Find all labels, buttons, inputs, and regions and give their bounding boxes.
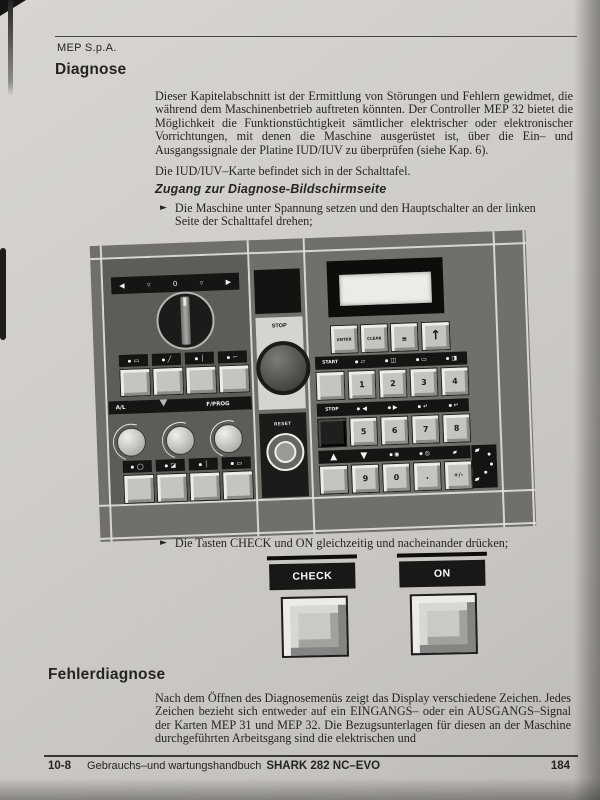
function-icon: ◉ (394, 450, 400, 459)
speed-pot-knob (213, 424, 243, 454)
digit-label: 8 (453, 423, 460, 433)
left-key-7-icon-strip (189, 458, 218, 471)
indicator-dot-icon (416, 358, 419, 361)
left-key-1-icon-strip (119, 354, 148, 367)
indicator-dot-icon (164, 464, 167, 467)
stop-row-label: STOP (325, 407, 339, 413)
indicator-dot-icon (227, 356, 230, 359)
digit-key-4 (440, 366, 469, 396)
indicator-dot-icon (131, 465, 134, 468)
left-function-key (119, 368, 151, 397)
indicator-dot-icon (490, 462, 493, 465)
bullet-arrow-icon: ► (160, 203, 167, 213)
left-function-key (152, 367, 184, 396)
indicator-dot-icon (448, 404, 451, 407)
footer (48, 760, 570, 772)
page-icon: ▰ (473, 445, 481, 455)
left-key-5-icon-strip (123, 460, 152, 473)
section2-paragraph: Nach dem Öffnen des Diagnosemenüs zeigt das Display verschiedene Zeichen. Jedes Zeichen bezieht sich entweder auf ein EINGANGS– oder ein AUSGANGS–Signal der Karten MEP 31 und MEP 32. Die Bezugsunterlagen für diesen an der Maschine durchgeführten Arbeitsgang sind die elektrischen und (155, 691, 571, 746)
bullet-item-1 (160, 202, 570, 229)
check-on-keys-photo (267, 552, 489, 665)
function-icon: ▰ (452, 448, 459, 457)
pot-left-label: A/L (115, 404, 126, 411)
digit-label: 1 (359, 380, 365, 390)
indicator-dot-icon (230, 461, 233, 464)
digit-label: 9 (362, 474, 369, 484)
indicator-dot-icon (357, 407, 360, 410)
function-icon: ◎ (424, 449, 431, 457)
decimal-point-key (413, 461, 442, 491)
digit-label: 4 (451, 376, 458, 386)
digit-key-1 (347, 370, 376, 400)
left-key-4-icon-strip (218, 350, 247, 363)
arrow-right-icon: ▶ (392, 403, 398, 412)
footer-model: SHARK 282 NC–EVO (266, 760, 381, 772)
page-edge-mark (0, 248, 6, 340)
digit-label: 2 (390, 378, 396, 389)
pot-pointer-icon (159, 399, 167, 406)
digit-label: 3 (420, 377, 427, 388)
left-function-key (189, 471, 221, 501)
side-icon-box (471, 444, 498, 488)
function-icon: ⌐ (232, 353, 239, 361)
function-icon: ◨ (451, 354, 458, 362)
selector-zero-label: 0 (172, 279, 178, 288)
bullet-2-text: Die Tasten CHECK und ON gleichzeitig und nacheinander drücken; (174, 536, 509, 550)
footer-print-page: 184 (550, 760, 570, 772)
digit-label: 0 (393, 472, 400, 483)
left-key-2-icon-strip (152, 353, 181, 366)
indicator-dot-icon (195, 357, 198, 360)
digit-label: . (425, 471, 430, 481)
digit-label: 6 (391, 425, 398, 436)
function-icon: ▱ (360, 358, 366, 366)
function-icon: ◫ (390, 356, 397, 365)
on-key-label: ON (399, 560, 486, 588)
left-function-key (123, 474, 155, 504)
digit-key-2 (378, 369, 407, 399)
footer-section-page: 10-8 (48, 760, 72, 772)
page-icon: ▰ (473, 474, 481, 484)
intro-paragraph: Dieser Kapitelabschnitt ist der Ermittlung von Störungen und Fehlern gewidmet, die während dem Maschinenbetrieb auftreten könnten. Der Controller MEP 32 bietet die Möglichkeit die Funktionstüchtigkeit sämtlicher elektrischer oder elektronischer Vorrichtungen, mit denen die Maschine ausgerüstet ist, über die Ein– und Ausgangssignale der Platine IUD/IUV zu überprüfen (siehe Kap. 6). (155, 89, 573, 157)
access-subheading: Zugang zur Diagnose-Bildschirmseite (155, 182, 387, 196)
selector-right-icon: ▶ (225, 277, 232, 286)
stop-label: STOP (271, 322, 287, 330)
stop-key (317, 418, 347, 448)
photo-corner-shadow (0, 0, 26, 16)
digit-key-5 (349, 417, 378, 447)
bullet-1-text: Die Maschine unter Spannung setzen und den Hauptschalter an der linken Seite der Schalttafel drehen; (174, 201, 536, 229)
speed-pot-knob (165, 425, 195, 455)
indicator-dot-icon (488, 453, 491, 456)
section2-title: Fehlerdiagnose (48, 666, 166, 683)
arrow-up-key (421, 321, 451, 351)
mid-black-square (254, 268, 302, 314)
on-key (410, 593, 478, 655)
clear-key (360, 323, 389, 353)
left-key-8-icon-strip (222, 456, 251, 469)
left-function-key (156, 473, 188, 503)
function-icon: ▭ (420, 355, 427, 364)
footer-rule (44, 755, 578, 757)
left-key-6-icon-strip (156, 459, 185, 472)
arrow-up-icon: ↑ (430, 328, 442, 344)
check-key-label: CHECK (269, 562, 356, 590)
check-key (281, 596, 349, 658)
bullet-item-2 (160, 537, 580, 550)
fn-key-3-label: ▂ (402, 333, 407, 340)
on-key-topbar (397, 552, 487, 558)
digit-key-7 (411, 414, 440, 444)
arrow-left-icon: ◀ (362, 405, 368, 413)
left-function-key (218, 364, 250, 393)
enter-key (330, 324, 359, 354)
indicator-dot-icon (356, 360, 359, 363)
indicator-dot-icon (418, 405, 421, 408)
saw-down-icon: ▼ (360, 450, 368, 461)
check-key-topbar (267, 554, 357, 560)
company-name: MEP S.p.A. (57, 42, 117, 54)
indicator-dot-icon (389, 453, 392, 456)
return-icon: ↵ (422, 402, 429, 410)
indicator-dot-icon (198, 463, 201, 466)
left-function-key (222, 470, 254, 500)
function-icon: ◯ (136, 462, 144, 471)
digit-key-8 (442, 413, 471, 443)
bottom-shadow (0, 778, 600, 800)
pot-right-label: F/PROG (206, 400, 230, 408)
return-icon: ↵ (453, 401, 459, 409)
digit-key-3 (409, 367, 438, 397)
right-shadow (574, 0, 600, 800)
control-panel-photo (90, 230, 537, 542)
digit-key-0 (382, 463, 411, 493)
indicator-dot-icon (420, 452, 423, 455)
left-function-key (185, 366, 217, 395)
indicator-dot-icon (162, 358, 165, 361)
function-icon: ▭ (133, 356, 140, 365)
indicator-dot-icon (385, 359, 388, 362)
start-label: START (322, 360, 339, 366)
selector-tick-icon: ▿ (146, 280, 151, 289)
rotary-notch (183, 298, 186, 306)
plus-minus-label: +/- (453, 471, 464, 479)
enter-key-label: ENTER (336, 336, 352, 343)
start-key (315, 371, 345, 401)
reset-label: RESET (274, 420, 292, 427)
speed-pot-knob (116, 427, 146, 457)
header-rule (55, 36, 577, 37)
digit-key-6 (380, 416, 409, 446)
fn-key-3 (390, 322, 419, 352)
lcd-display-screen (339, 272, 432, 306)
indicator-dot-icon (446, 357, 449, 360)
selector-left-icon: ◀ (119, 281, 125, 290)
indicator-dot-icon (128, 359, 131, 362)
footer-handbook-title: Gebrauchs–und wartungshandbuch (87, 760, 262, 772)
page-title: Diagnose (55, 61, 127, 78)
indicator-dot-icon (484, 471, 487, 474)
left-key-3-icon-strip (185, 352, 214, 365)
digit-label: 7 (422, 424, 429, 435)
indicator-dot-icon (388, 406, 391, 409)
saw-up-icon: ▲ (329, 451, 338, 462)
plus-minus-key (444, 460, 473, 490)
function-icon: ▭ (236, 459, 243, 467)
digit-key-9 (351, 464, 380, 494)
note-paragraph: Die IUD/IUV–Karte befindet sich in der Schalttafel. (155, 164, 411, 178)
clear-key-label: CLEAR (367, 335, 382, 341)
function-icon: ╱ (167, 355, 172, 363)
function-icon: ◪ (170, 461, 177, 469)
page-edge-streak (8, 0, 13, 96)
function-icon: │ (204, 460, 209, 468)
function-icon: │ (200, 354, 205, 362)
selector-tick-icon: ▿ (199, 278, 204, 287)
bullet-arrow-icon: ► (160, 538, 167, 548)
digit-label: 5 (360, 427, 367, 437)
blank-key (319, 465, 349, 495)
